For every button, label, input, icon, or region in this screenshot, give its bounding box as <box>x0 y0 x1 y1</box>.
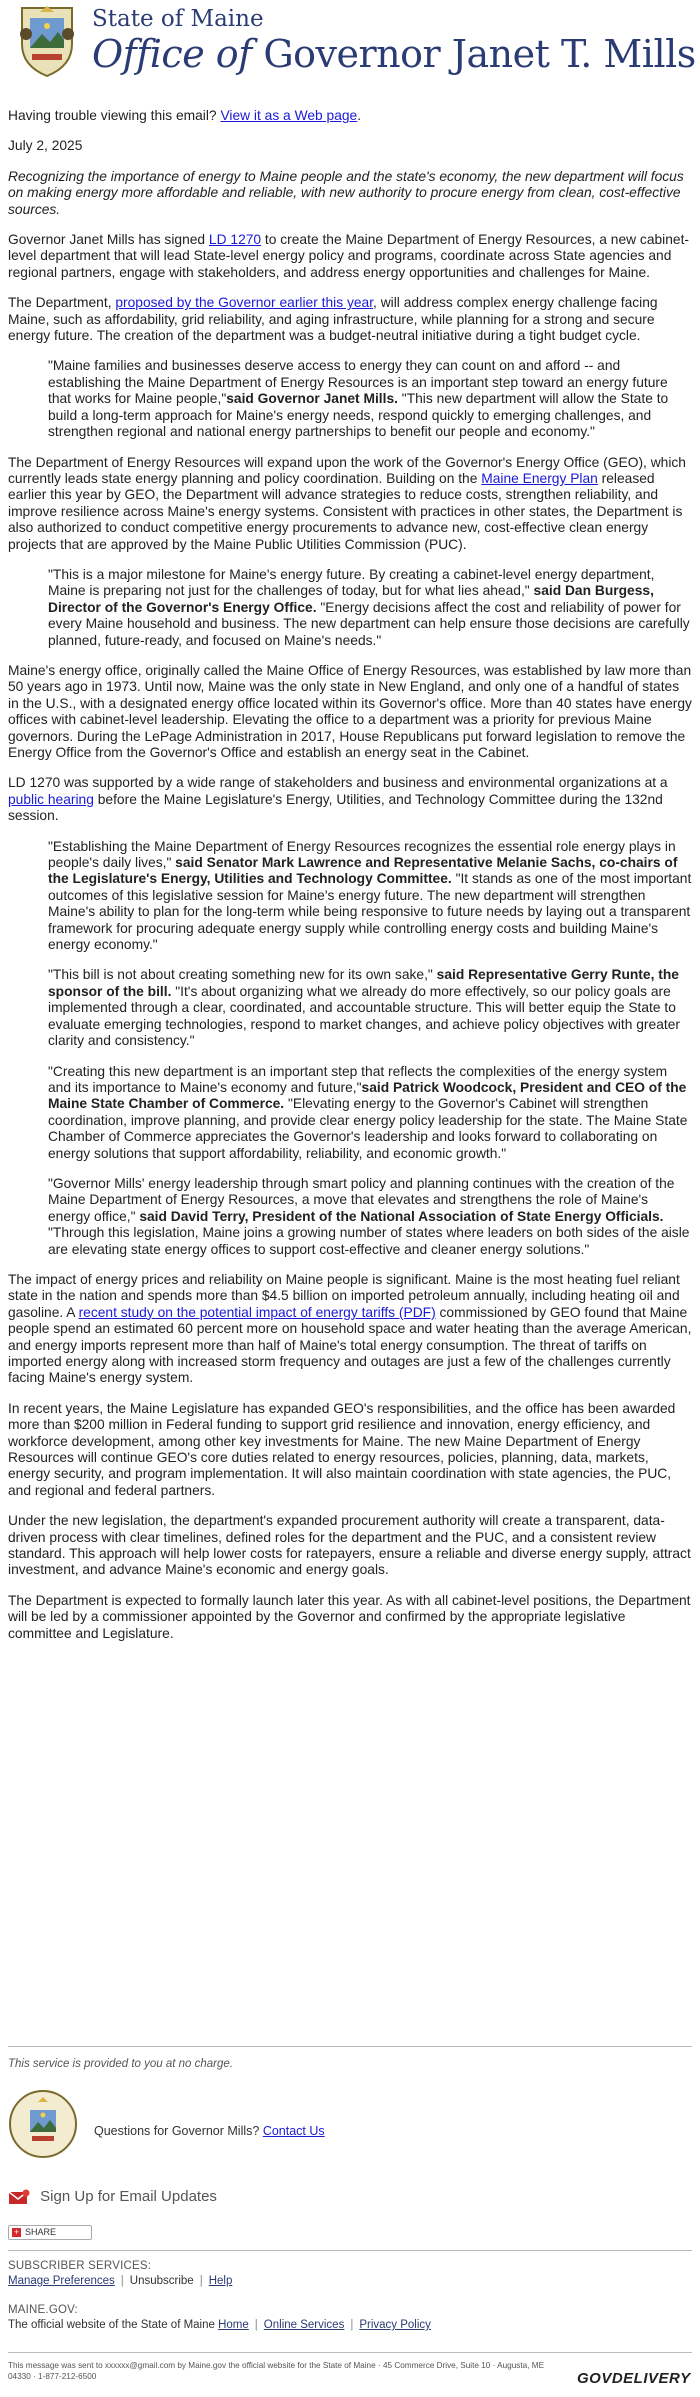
paragraph-geo <box>8 455 692 553</box>
governor-name: Governor Janet T. Mills <box>263 32 696 76</box>
govdelivery-logo[interactable]: GOVDELIVERY <box>577 2370 691 2387</box>
quote-speaker: said Governor Janet Mills. <box>226 391 398 407</box>
questions-line <box>94 2124 325 2138</box>
official-site-text: The official website of the State of Maine <box>8 2319 215 2331</box>
quote-speaker: said Representative Gerry Runte, the sponsor of the bill. <box>48 967 679 999</box>
state-of-label: State of Maine <box>92 6 264 32</box>
quote-text: "Elevating energy to the Governor's Cabinet will strengthen coordination, improve planning, and provide clear energy policy leadership for the state. The Maine State Chamber of Commerce appreciates the Governor's leadership and looks forward to collaborating on energy solutions that support affordability, reliability, and economic growth." <box>48 1096 688 1161</box>
quote-governor-mills <box>48 358 692 440</box>
email-body <box>8 108 692 1656</box>
office-title <box>92 32 696 76</box>
separator: | <box>199 2275 203 2287</box>
public-hearing-link[interactable]: public hearing <box>8 791 94 807</box>
fine-print: This message was sent to xxxxxx@gmail.com by Maine.gov the official website for the State of Maine · 45 Commerce Drive, Suite 10 · Augusta, ME 04330 · 1-877-212-6500 <box>8 2361 545 2381</box>
maine-gov-links <box>8 2319 431 2331</box>
share-label: SHARE <box>25 2227 57 2237</box>
paragraph-launch: The Department is expected to formally launch later this year. As with all cabinet-level positions, the Department will be led by a commissioner appointed by the Governor and confirmed by the appropriate legislative committee and Legislature. <box>8 1592 691 1641</box>
no-charge-note: This service is provided to you at no charge. <box>8 2058 234 2070</box>
view-as-web-page-link[interactable]: View it as a Web page <box>220 108 358 123</box>
text: LD 1270 was supported by a wide range of stakeholders and business and environmental organizations at a <box>8 775 668 791</box>
office-of-label: Office of <box>92 32 252 76</box>
text: , will address complex energy challenge facing Maine, such as affordability, grid reliability, and aging infrastructure, while planning for a strong and secure energy future. The creation of the department was a budget-neutral initiative during a tight budget cycle. <box>8 295 658 344</box>
home-link[interactable]: Home <box>218 2319 249 2331</box>
footer-divider-2 <box>8 2250 692 2251</box>
release-date: July 2, 2025 <box>8 138 83 154</box>
text: The Department of Energy Resources will expand upon the work of the Governor's Energy Office (GEO), which currently leads state energy planning and policy coordination. Building on the <box>8 454 686 486</box>
online-services-link[interactable]: Online Services <box>263 2319 345 2331</box>
quote-text: "This is a major milestone for Maine's energy future. By creating a cabinet-level energy department, Maine is preparing not just for the challenges of today, but for what lies ahead," <box>48 566 655 599</box>
trouble-text: Having trouble viewing this email? <box>8 108 217 123</box>
subscriber-services-heading: SUBSCRIBER SERVICES: <box>8 2260 152 2272</box>
proposed-by-governor-link[interactable]: proposed by the Governor earlier this year <box>115 295 374 311</box>
quote-dan-burgess <box>48 567 692 649</box>
text: released earlier this year by GEO, the Department will advance strategies to reduce costs, strengthen reliability, and improve resilience across Maine's energy systems. Consistent with practices in other states, the Department is also authorized to conduct competitive energy procurements to advance new, cost-effective clean energy projects that are approved by the Maine Public Utilities Commission (PUC). <box>8 470 683 552</box>
paragraph-history: Maine's energy office, originally called the Maine Office of Energy Resources, was established by law more than 50 years ago in 1973. Until now, Maine was the only state in New England, and only one of a handful of states in the U.S., with a designated energy office located within its Governor's office. More than 40 states have energy offices with cabinet-level leadership. Elevating the office to a department was a priority for previous Maine governors. During the LePage Administration in 2017, House Republicans put forward legislation to remove the Energy Office from the Governor's Office and establish an energy seat in the Cabinet. <box>8 662 692 760</box>
quote-text: "Creating this new department is an important step that reflects the complexities of the energy system and its importance to Maine's economy and future," <box>48 1063 668 1095</box>
quote-text: "Maine families and businesses deserve access to energy they can count on and afford -- and establishing the Maine Department of Energy Resources is an important step toward an energy future that works for Maine people," <box>48 358 668 407</box>
text: The impact of energy prices and reliability on Maine people is significant. Maine is the most heating fuel reliant state in the nation and spends more than $4.5 billion on imported petroleum annually, including heating oil and gasoline. A <box>8 1271 680 1320</box>
manage-preferences-link[interactable]: Manage Preferences <box>8 2275 115 2287</box>
trouble-period: . <box>357 108 362 123</box>
subscriber-links <box>8 2275 232 2287</box>
plus-icon: + <box>13 2227 20 2237</box>
quote-committee-chairs <box>48 839 692 954</box>
contact-us-link[interactable]: Contact Us <box>262 2124 325 2138</box>
quote-speaker: said Patrick Woodcock, President and CEO of the Maine State Chamber of Commerce. <box>48 1079 687 1112</box>
energy-tariffs-study-link[interactable]: recent study on the potential impact of energy tariffs (PDF) <box>78 1304 436 1320</box>
separator: | <box>120 2275 124 2287</box>
paragraph-department <box>8 295 692 344</box>
lede-paragraph: Recognizing the importance of energy to Maine people and the state's economy, the new department will focus on making energy more affordable and reliable, with new authority to procure energy from clean, cost-effective sources. <box>8 168 684 217</box>
signup-label[interactable]: Sign Up for Email Updates <box>40 2188 217 2205</box>
quote-text: "Through this legislation, Maine joins a growing number of states where leaders on both sides of the aisle are elevating state energy offices to support cost-effective and cleaner energy solutions." <box>48 1225 690 1257</box>
maine-gov-heading: MAINE.GOV: <box>8 2304 78 2316</box>
separator: | <box>254 2319 258 2331</box>
quote-text: "Governor Mills' energy leadership through smart policy and planning continues with the creation of the Maine Department of Energy Resources, a move that elevates and strengthens the role of Maine's energy office," <box>48 1175 675 1224</box>
text: commissioned by GEO found that Maine people spend an estimated 60 percent more on household space and water heating than the average American, and energy imports represent more than half of Maine's total energy consumption. The threat of tariffs on imported energy along with increased storm frequency and outages are just a few of the challenges currently facing Maine's energy system. <box>8 1304 692 1386</box>
quote-text: "It's about organizing what we already do more effectively, so our policy goals are implemented through a clear, coordinated, and accountable structure. This will better equip the State to evaluate emerging technologies, respond to market changes, and achieve policy objectives with greater clarity and consistency." <box>48 983 680 1049</box>
footer-divider-3 <box>8 2352 692 2353</box>
text: The Department, <box>8 295 116 311</box>
text: to create the Maine Department of Energy Resources, a new cabinet-level department that will lead State-level energy policy and programs, coordinate across State agencies and regional partners, engage with stakeholders, and address energy opportunities and challenges for Maine. <box>8 232 690 280</box>
email-signup[interactable] <box>8 2188 217 2205</box>
trouble-viewing-line <box>8 108 692 124</box>
unsubscribe-link[interactable]: Unsubscribe <box>129 2275 194 2287</box>
maine-energy-plan-link[interactable]: Maine Energy Plan <box>481 470 598 486</box>
quote-patrick-woodcock <box>48 1064 692 1162</box>
quote-text: "Establishing the Maine Department of Energy Resources recognizes the essential role energy plays in people's daily lives," <box>48 838 676 871</box>
text: before the Maine Legislature's Energy, Utilities, and Technology Committee during the 132nd session. <box>8 791 663 824</box>
paragraph-support <box>8 775 692 824</box>
quote-speaker: said David Terry, President of the National Association of State Energy Officials. <box>135 1208 664 1224</box>
paragraph-recent-years: In recent years, the Maine Legislature has expanded GEO's responsibilities, and the office has been awarded more than $200 million in Federal funding to support grid resilience and innovation, energy efficiency, and workforce development, among other key investments for Maine. The new Maine Department of Energy Resources will continue GEO's core duties related to energy resources, policies, planning, data, markets, energy security, and program implementation. It will also maintain coordination with state agencies, the PUC, and regional and federal partners. <box>8 1400 676 1498</box>
questions-text: Questions for Governor Mills? <box>94 2124 260 2138</box>
envelope-icon <box>8 2189 30 2205</box>
email-header <box>12 4 696 96</box>
share-button[interactable] <box>8 2225 92 2240</box>
maine-state-seal-icon <box>12 4 82 78</box>
paragraph-ld1270 <box>8 232 692 281</box>
paragraph-procurement: Under the new legislation, the department's expanded procurement authority will create a transparent, data-driven process with clear timelines, defined roles for the department and the PUC, and a consistent review standard. This approach will help lower costs for ratepayers, ensure a reliable and diverse energy supply, attract investment, and advance Maine's economic and energy goals. <box>8 1513 691 1578</box>
quote-text: "Energy decisions affect the cost and reliability of power for every Maine household and business. The new department can help ensure those decisions are carefully planned, future-ready, and focused on Maine's needs." <box>48 599 690 648</box>
quote-text: "This bill is not about creating something new for its own sake," <box>48 967 433 983</box>
paragraph-impact <box>8 1272 692 1387</box>
privacy-policy-link[interactable]: Privacy Policy <box>359 2319 431 2331</box>
footer-divider <box>8 2046 692 2047</box>
quote-speaker: said Senator Mark Lawrence and Representative Melanie Sachs, co-chairs of the Legislature's Energy, Utilities and Technology Committee. <box>48 855 678 887</box>
quote-gerry-runte <box>48 967 692 1049</box>
footer-seal-icon <box>8 2088 78 2160</box>
quote-text: "It stands as one of the most important outcomes of this legislative session for Maine's energy future. The new department will strengthen Maine's ability to plan for the long-term while being responsive to future needs by laying out a transparent framework for procuring adequate energy supply while controlling energy costs and building Maine's energy economy." <box>48 871 692 953</box>
separator: | <box>350 2319 354 2331</box>
quote-text: "This new department will allow the State to build a long-term approach for Maine's energy needs, respond quickly to emerging challenges, and strengthen regional and national energy partnerships to benefit our people and economy." <box>48 391 669 440</box>
quote-david-terry <box>48 1176 692 1258</box>
ld-1270-link[interactable]: LD 1270 <box>208 232 262 248</box>
help-link[interactable]: Help <box>208 2275 233 2287</box>
text: Governor Janet Mills has signed <box>8 232 209 248</box>
quote-speaker: said Dan Burgess, Director of the Governor's Energy Office. <box>48 583 654 615</box>
